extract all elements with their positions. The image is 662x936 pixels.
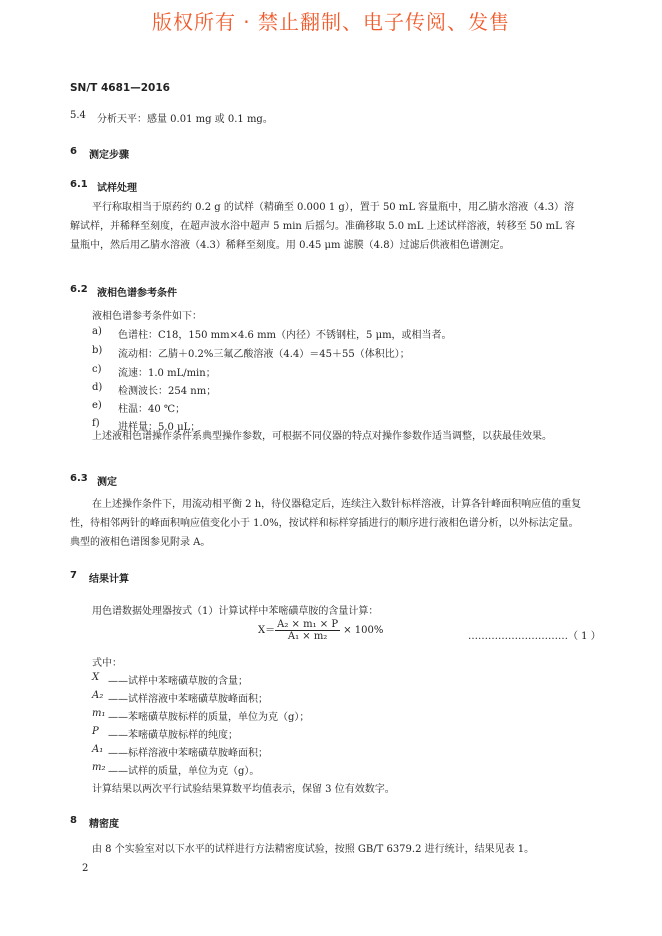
section-6-3-paragraph: 在上述操作条件下，用流动相平衡 2 h，待仪器稳定后，连续注入数针标样溶液，计算各针峰面积响应值的重复性，待相邻两针的峰面积响应值变化小于 1.0%，按试样和标样穿插进行的顺序进行液相色谱分析，以外标法定量。典型的液相色谱图参见附录 A。 <box>70 499 582 548</box>
section-8-paragraph: 由 8 个实验室对以下水平的试样进行方法精密度试验，按照 GB/T 6379.2 进行统计，结果见表 1。 <box>92 844 535 855</box>
section-6-2-note: 上述液相色谱操作条件系典型操作参数，可根据不同仪器的特点对操作参数作适当调整，以获最佳效果。 <box>92 431 552 442</box>
section-8-title: 精密度 <box>89 819 119 830</box>
variable-symbol: X <box>92 672 100 683</box>
list-item-label: b) <box>92 345 103 356</box>
clause-5-4-number: 5.4 <box>70 110 86 121</box>
equation-number: …………………………（ 1 ） <box>468 631 601 642</box>
section-6-3-number: 6.3 <box>70 473 88 484</box>
formula-lhs: X＝ <box>258 625 276 636</box>
list-item-label: d) <box>92 382 103 393</box>
formula-numerator: A₂ × m₁ × P <box>277 619 339 630</box>
list-item-label: f) <box>92 418 100 429</box>
variable-symbol: P <box>92 726 99 737</box>
list-item-label: c) <box>92 364 102 375</box>
section-6-2-intro: 液相色谱参考条件如下： <box>92 311 202 322</box>
formula-denominator: A₁ × m₂ <box>287 631 328 642</box>
variable-description: ——苯嘧磺草胺标样的纯度； <box>108 730 238 741</box>
variable-description: ——试样溶液中苯嘧磺草胺峰面积； <box>108 694 268 705</box>
section-6-2-title: 液相色谱参考条件 <box>97 288 177 299</box>
standard-number: SN/T 4681—2016 <box>70 82 170 94</box>
variable-symbol: A₁ <box>92 744 104 755</box>
list-item-text: 流动相：乙腈＋0.2%三氟乙酸溶液（4.4）＝45＋55（体积比）； <box>118 349 410 360</box>
list-item-label: e) <box>92 400 102 411</box>
section-7-result-note: 计算结果以两次平行试验结果算数平均值表示，保留 3 位有效数字。 <box>92 784 395 795</box>
section-7-number: 7 <box>70 570 77 581</box>
list-item-text: 流速：1.0 mL/min； <box>118 368 216 379</box>
section-6-title: 测定步骤 <box>89 150 129 161</box>
formula-fraction <box>275 619 340 642</box>
page-number: 2 <box>82 863 89 874</box>
section-6-2-number: 6.2 <box>70 284 88 295</box>
section-7-intro: 用色谱数据处理器按式（1）计算试样中苯嘧磺草胺的含量计算： <box>92 606 379 617</box>
variable-description: ——试样的质量，单位为克（g）。 <box>108 766 260 777</box>
variable-description: ——标样溶液中苯嘧磺草胺峰面积； <box>108 748 268 759</box>
variable-symbol: m₁ <box>92 708 106 719</box>
clause-5-4-text: 分析天平：感量 0.01 mg 或 0.1 mg。 <box>97 114 273 125</box>
section-6-number: 6 <box>70 146 77 157</box>
variable-description: ——试样中苯嘧磺草胺的含量； <box>108 676 248 687</box>
section-6-1-paragraph: 平行称取相当于原药约 0.2 g 的试样（精确至 0.000 1 g），置于 50 mL 容量瓶中，用乙腈水溶液（4.3）溶解试样，并稀释至刻度，在超声波水浴中超声 5 min 后摇匀。准确移取 5.0 mL 上述试样溶液，转移至 50 mL 容量瓶中，然后用乙腈水溶液（4.3）稀释至刻度。用 0.45 μm 滤膜（4.8）过滤后供液相色谱测定。 <box>70 202 575 251</box>
section-6-1-number: 6.1 <box>70 179 88 190</box>
list-item-text: 柱温：40 ℃； <box>118 404 186 415</box>
formula-rhs: × 100% <box>343 625 384 636</box>
list-item-text: 检测波长：254 nm； <box>118 386 217 397</box>
list-item-text: 色谱柱：C18，150 mm×4.6 mm（内径）不锈钢柱，5 μm，或相当者。 <box>118 330 452 341</box>
section-6-1-title: 试样处理 <box>97 183 137 194</box>
list-item-text: 进样量：5.0 μL； <box>118 422 201 433</box>
variable-description: ——苯嘧磺草胺标样的质量，单位为克（g）； <box>108 712 310 723</box>
section-8-number: 8 <box>70 815 77 826</box>
section-7-title: 结果计算 <box>89 574 129 585</box>
list-item-label: a) <box>92 326 102 337</box>
variable-symbol: A₂ <box>92 690 104 701</box>
section-6-3-title: 测定 <box>97 477 117 488</box>
formula-where-label: 式中： <box>92 658 122 669</box>
formula-1 <box>258 619 383 642</box>
variable-symbol: m₂ <box>92 762 106 773</box>
watermark-banner: 版权所有 · 禁止翻制、电子传阅、发售 <box>151 10 511 34</box>
